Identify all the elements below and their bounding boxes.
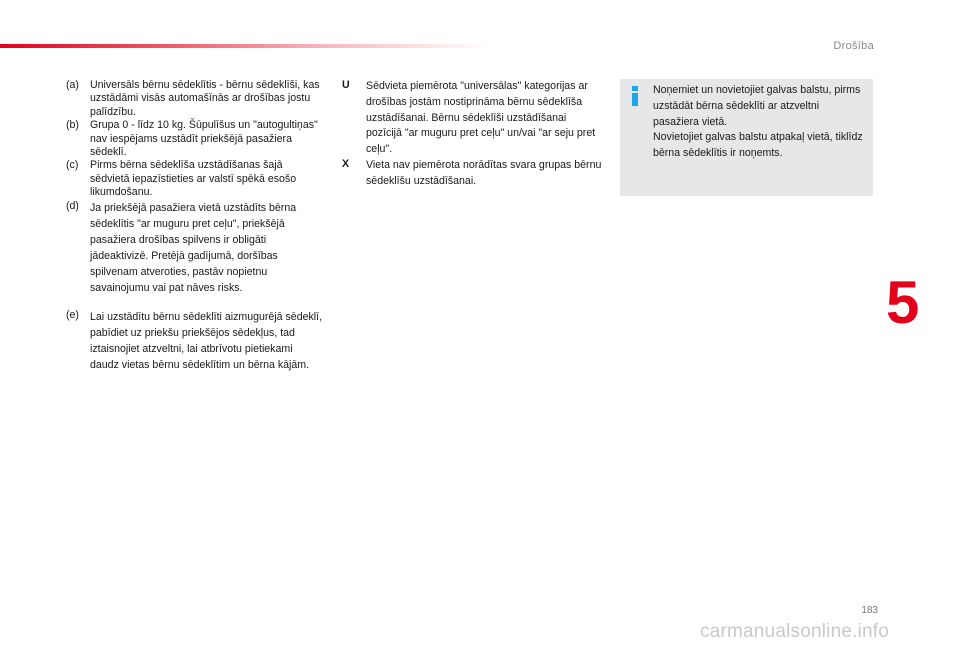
section-title: Drošība bbox=[833, 40, 874, 52]
item-text: Universāls bērnu sēdeklītis - bērnu sēdeklīši, kas uzstādāmi visās automašīnās ar drošības jostu palīdzību. bbox=[90, 79, 320, 118]
list-item bbox=[66, 79, 324, 119]
info-icon bbox=[629, 86, 641, 106]
item-key: (c) bbox=[66, 159, 79, 172]
item-text: Pirms bērna sēdeklīša uzstādīšanas šajā sēdvietā iepazīstieties ar valstī spēkā esošo likumdošanu. bbox=[90, 159, 297, 199]
list-item bbox=[66, 200, 324, 296]
item-key: (b) bbox=[66, 119, 79, 132]
header-accent-bar bbox=[0, 44, 490, 48]
item-text: Lai uzstādītu bērnu sēdeklīti aizmugurējā sēdeklī, pabīdiet uz priekšu priekšējos sēdekļus, tad iztaisnojiet atzveltni, lai atbrīvotu pietiekami daudz vietas bērnu sēdeklītim un bērna kājām. bbox=[90, 310, 323, 371]
item-key: (a) bbox=[66, 79, 79, 91]
left-column bbox=[66, 79, 324, 373]
list-item bbox=[342, 158, 604, 190]
list-item bbox=[342, 79, 604, 158]
item-key: X bbox=[342, 157, 350, 170]
item-text: Vieta nav piemērota norādītas svara grupas bērnu sēdeklīšu uzstādīšanai. bbox=[366, 158, 602, 187]
item-key: U bbox=[342, 79, 350, 91]
list-item bbox=[66, 309, 324, 373]
item-text: Grupa 0 - līdz 10 kg. Šūpulīšus un "autogultiņas" nav iespējams uzstādīt priekšējā pasažiera sēdeklī. bbox=[90, 119, 318, 159]
info-text-1: Noņemiet un novietojiet galvas balstu, pirms uzstādāt bērna sēdeklīti ar atzveltni pasažiera vietā. bbox=[653, 84, 861, 128]
chapter-number: 5 bbox=[886, 269, 920, 336]
item-key: (e) bbox=[66, 308, 79, 321]
page-number: 183 bbox=[861, 605, 878, 616]
list-item bbox=[66, 119, 324, 159]
watermark: carmanualsonline.info bbox=[700, 621, 890, 642]
item-text: Sēdvieta piemērota "universālas" kategorijas ar drošības jostām nostiprināma bērnu sēdeklīša uzstādīšanai. Bērnu sēdeklīši uzstādīšanai pozīcijā "ar muguru pret ceļu" un/vai "ar seju pret ceļu". bbox=[366, 80, 596, 156]
info-text-2: Novietojiet galvas balstu atpakaļ vietā, tiklīdz bērna sēdeklītis ir noņemts. bbox=[653, 131, 863, 160]
info-box bbox=[620, 79, 873, 196]
list-item bbox=[66, 159, 324, 199]
item-text: Ja priekšējā pasažiera vietā uzstādīts bērna sēdeklītis "ar muguru pret ceļu", priekšējā pasažiera drošības spilvens ir obligāti jādeaktivizē. Pretējā gadījumā, doršības spilvenam atveroties, pastāv nopietnu savainojumu vai pat nāves risks. bbox=[90, 201, 297, 294]
item-key: (d) bbox=[66, 199, 79, 212]
middle-column bbox=[342, 79, 604, 190]
